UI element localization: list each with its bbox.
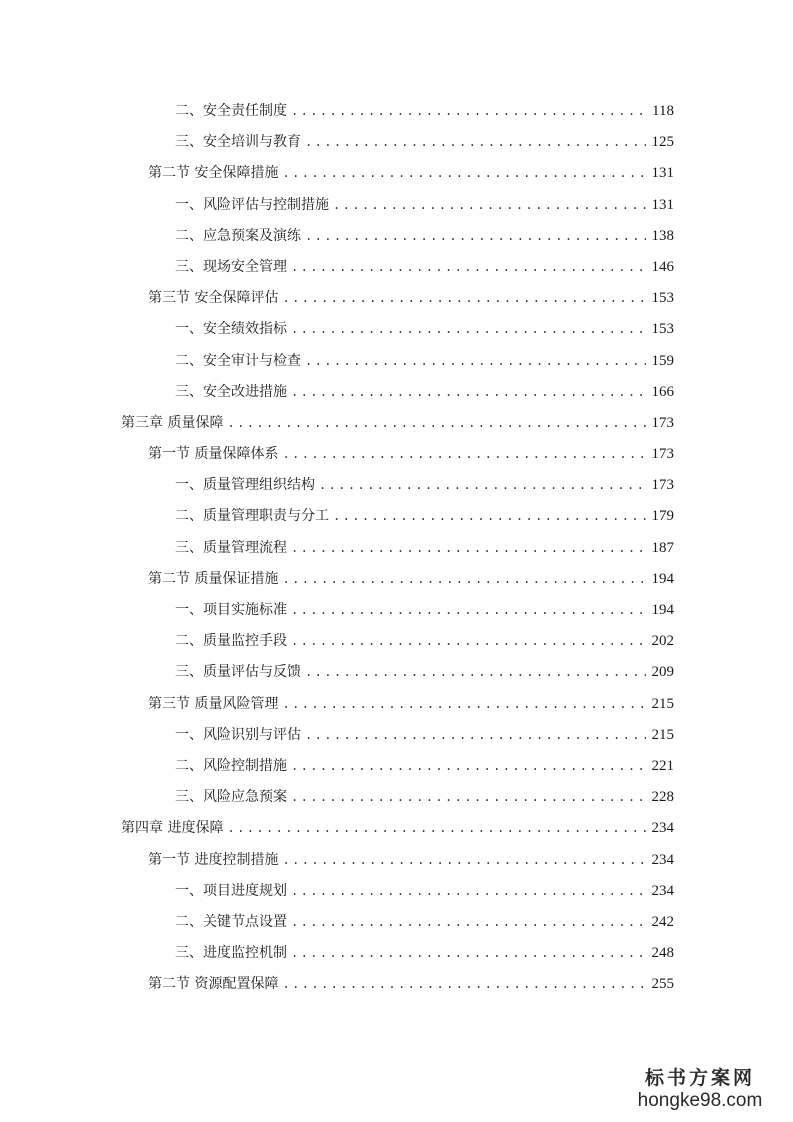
- toc-page-number: 194: [651, 570, 674, 587]
- toc-dot-leader: [291, 907, 646, 938]
- toc-entry[interactable]: [0, 876, 793, 907]
- toc-entry[interactable]: [0, 845, 793, 876]
- toc-page-number: 118: [652, 103, 674, 119]
- toc-page-number: 234: [651, 851, 674, 868]
- watermark-brand: 标书方案网: [644, 1067, 755, 1089]
- toc-entry-title: 二、关键节点设置: [175, 913, 287, 930]
- toc-dot-leader: [333, 190, 646, 221]
- toc-dot-leader: [282, 969, 646, 1000]
- toc-page-number: 221: [651, 757, 674, 774]
- toc-page-number: 153: [651, 290, 674, 307]
- toc-dot-leader: [291, 876, 646, 907]
- toc-dot-leader: [282, 689, 646, 720]
- toc-dot-leader: [291, 595, 646, 626]
- toc-entry-title: 三、安全培训与教育: [175, 134, 301, 151]
- toc-entry-title: 一、安全绩效指标: [175, 321, 287, 338]
- toc-entry[interactable]: [0, 377, 793, 408]
- toc-entry[interactable]: [0, 657, 793, 688]
- toc-page-number: 209: [651, 664, 674, 681]
- toc-page-number: 234: [651, 820, 674, 837]
- toc-entry[interactable]: [0, 907, 793, 938]
- toc-entry[interactable]: [0, 127, 793, 158]
- toc-dot-leader: [282, 845, 646, 876]
- toc-page-number: 255: [651, 976, 674, 993]
- toc-dot-leader: [305, 127, 646, 158]
- toc-dot-leader: [291, 377, 646, 408]
- toc-entry-title: 三、质量评估与反馈: [175, 664, 301, 681]
- toc-entry-title: 第四章 进度保障: [121, 820, 224, 837]
- toc-page-number: 187: [651, 539, 674, 556]
- toc-dot-leader: [305, 720, 646, 751]
- toc-dot-leader: [291, 782, 646, 813]
- toc-page-number: 146: [651, 258, 674, 275]
- toc-page-number: 215: [651, 695, 674, 712]
- toc-entry-title: 第三节 质量风险管理: [148, 695, 279, 712]
- toc-entry-title: 一、风险识别与评估: [175, 726, 301, 743]
- toc-page-number: 131: [651, 196, 674, 213]
- toc-entry-title: 二、质量管理职责与分工: [175, 508, 329, 525]
- toc-entry-title: 三、风险应急预案: [175, 789, 287, 806]
- toc-dot-leader: [291, 252, 646, 283]
- toc-entry[interactable]: [0, 221, 793, 252]
- toc-entry-title: 第二节 质量保证措施: [148, 570, 279, 587]
- toc-dot-leader: [227, 408, 646, 439]
- toc-entry[interactable]: [0, 439, 793, 470]
- toc-entry-title: 第一节 质量保障体系: [148, 446, 279, 463]
- toc-entry[interactable]: [0, 501, 793, 532]
- toc-entry-title: 二、风险控制措施: [175, 757, 287, 774]
- toc-entry-title: 三、进度监控机制: [175, 945, 287, 962]
- table-of-contents: [0, 96, 793, 1000]
- toc-entry-title: 第三章 质量保障: [121, 414, 224, 431]
- toc-page-number: 179: [651, 508, 674, 525]
- toc-entry[interactable]: [0, 782, 793, 813]
- toc-entry-title: 二、安全审计与检查: [175, 352, 301, 369]
- toc-entry-title: 一、项目进度规划: [175, 882, 287, 899]
- toc-page-number: 173: [651, 477, 674, 494]
- toc-dot-leader: [227, 813, 646, 844]
- toc-entry-title: 第二节 资源配置保障: [148, 976, 279, 993]
- toc-dot-leader: [291, 533, 646, 564]
- toc-entry[interactable]: [0, 689, 793, 720]
- toc-dot-leader: [319, 470, 646, 501]
- toc-entry[interactable]: [0, 283, 793, 314]
- toc-entry[interactable]: [0, 626, 793, 657]
- toc-dot-leader: [291, 314, 646, 345]
- toc-entry-title: 二、应急预案及演练: [175, 227, 301, 244]
- toc-dot-leader: [291, 938, 646, 969]
- toc-page-number: 234: [651, 882, 674, 899]
- toc-entry-title: 一、质量管理组织结构: [175, 477, 315, 494]
- toc-entry[interactable]: [0, 533, 793, 564]
- toc-entry-title: 三、质量管理流程: [175, 539, 287, 556]
- toc-entry[interactable]: [0, 969, 793, 1000]
- toc-page-number: 248: [651, 945, 674, 962]
- toc-entry[interactable]: [0, 938, 793, 969]
- toc-entry-title: 二、质量监控手段: [175, 633, 287, 650]
- toc-page-number: 173: [651, 414, 674, 431]
- toc-entry[interactable]: [0, 595, 793, 626]
- toc-dot-leader: [305, 221, 646, 252]
- watermark-logo: [625, 1066, 775, 1112]
- toc-entry[interactable]: [0, 314, 793, 345]
- toc-entry[interactable]: [0, 564, 793, 595]
- toc-dot-leader: [305, 657, 646, 688]
- toc-entry-title: 第二节 安全保障措施: [148, 165, 279, 182]
- toc-dot-leader: [305, 346, 646, 377]
- toc-entry[interactable]: [0, 751, 793, 782]
- toc-entry[interactable]: [0, 158, 793, 189]
- toc-entry[interactable]: [0, 813, 793, 844]
- toc-page-number: 159: [651, 352, 674, 369]
- toc-entry[interactable]: [0, 190, 793, 221]
- toc-entry[interactable]: [0, 408, 793, 439]
- toc-dot-leader: [291, 96, 646, 127]
- toc-page-number: 138: [651, 227, 674, 244]
- toc-dot-leader: [282, 158, 646, 189]
- toc-entry[interactable]: [0, 96, 793, 127]
- toc-entry-title: 三、现场安全管理: [175, 258, 287, 275]
- toc-dot-leader: [333, 501, 646, 532]
- watermark-domain: hongke98.com: [637, 1090, 763, 1111]
- toc-page-number: 166: [651, 383, 674, 400]
- toc-page-number: 131: [651, 165, 674, 182]
- toc-entry-title: 第一节 进度控制措施: [148, 851, 279, 868]
- toc-entry[interactable]: [0, 346, 793, 377]
- toc-dot-leader: [291, 751, 646, 782]
- toc-entry-title: 一、项目实施标准: [175, 602, 287, 618]
- toc-entry[interactable]: [0, 252, 793, 283]
- toc-entry-title: 三、安全改进措施: [175, 383, 287, 400]
- toc-page-number: 153: [651, 321, 674, 338]
- toc-entry[interactable]: [0, 470, 793, 501]
- toc-entry-title: 一、风险评估与控制措施: [175, 196, 329, 213]
- toc-dot-leader: [291, 626, 646, 657]
- toc-entry-title: 第三节 安全保障评估: [148, 290, 279, 307]
- toc-page-number: 173: [651, 446, 674, 463]
- toc-page-number: 215: [651, 726, 674, 743]
- toc-page-number: 242: [651, 913, 674, 930]
- toc-dot-leader: [282, 564, 646, 595]
- toc-page-number: 202: [651, 633, 674, 650]
- toc-page-number: 194: [651, 602, 674, 618]
- toc-page-number: 125: [651, 134, 674, 151]
- toc-entry-title: 二、安全责任制度: [175, 103, 287, 119]
- toc-dot-leader: [282, 439, 646, 470]
- toc-dot-leader: [282, 283, 646, 314]
- toc-page-number: 228: [651, 789, 674, 806]
- toc-entry[interactable]: [0, 720, 793, 751]
